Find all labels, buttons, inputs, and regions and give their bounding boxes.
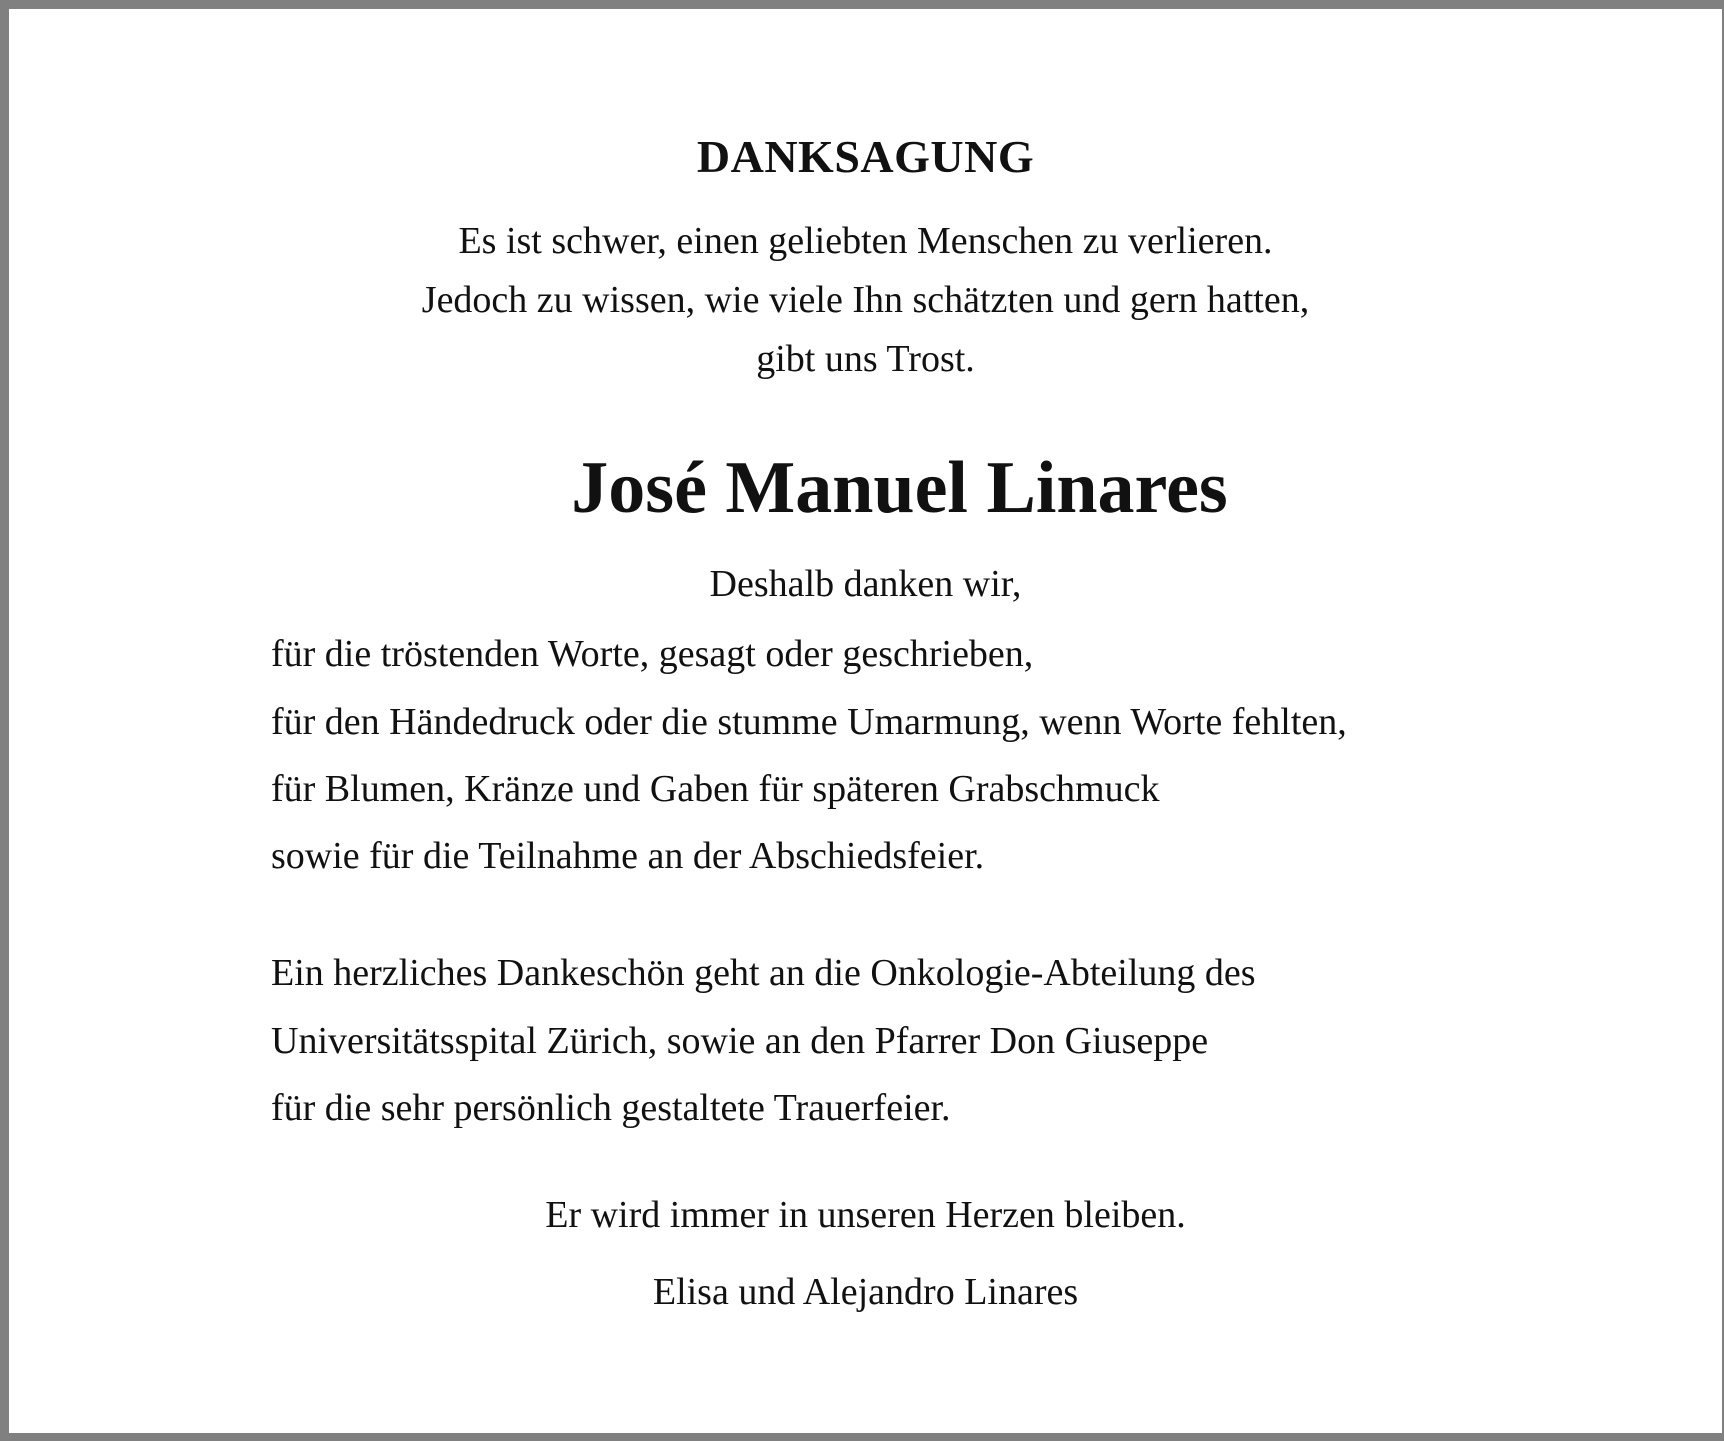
thanks-intro: Deshalb danken wir,: [709, 563, 1022, 605]
deceased-name: José Manuel Linares: [571, 447, 1228, 529]
heading: DANKSAGUNG: [696, 131, 1035, 182]
thanks-line: für die tröstenden Worte, gesagt oder geschrieben,: [271, 633, 1034, 675]
intro-line: Es ist schwer, einen geliebten Menschen zu verlieren.: [458, 220, 1273, 262]
closing-line: Er wird immer in unseren Herzen bleiben.: [545, 1194, 1186, 1236]
intro-line: gibt uns Trost.: [756, 338, 975, 380]
thanks-line: sowie für die Teilnahme an der Abschiedsfeier.: [271, 835, 985, 877]
thanks-line: für den Händedruck oder die stumme Umarmung, wenn Worte fehlten,: [271, 701, 1347, 743]
special-thanks-line: Universitätsspital Zürich, sowie an den Pfarrer Don Giuseppe: [271, 1020, 1209, 1062]
thanks-line: für Blumen, Kränze und Gaben für späteren Grabschmuck: [271, 768, 1160, 810]
special-thanks-line: Ein herzliches Dankeschön geht an die Onkologie-Abteilung des: [271, 952, 1256, 994]
signature: Elisa und Alejandro Linares: [652, 1271, 1079, 1313]
intro-line: Jedoch zu wissen, wie viele Ihn schätzten und gern hatten,: [421, 279, 1310, 321]
special-thanks-line: für die sehr persönlich gestaltete Trauerfeier.: [271, 1087, 951, 1129]
